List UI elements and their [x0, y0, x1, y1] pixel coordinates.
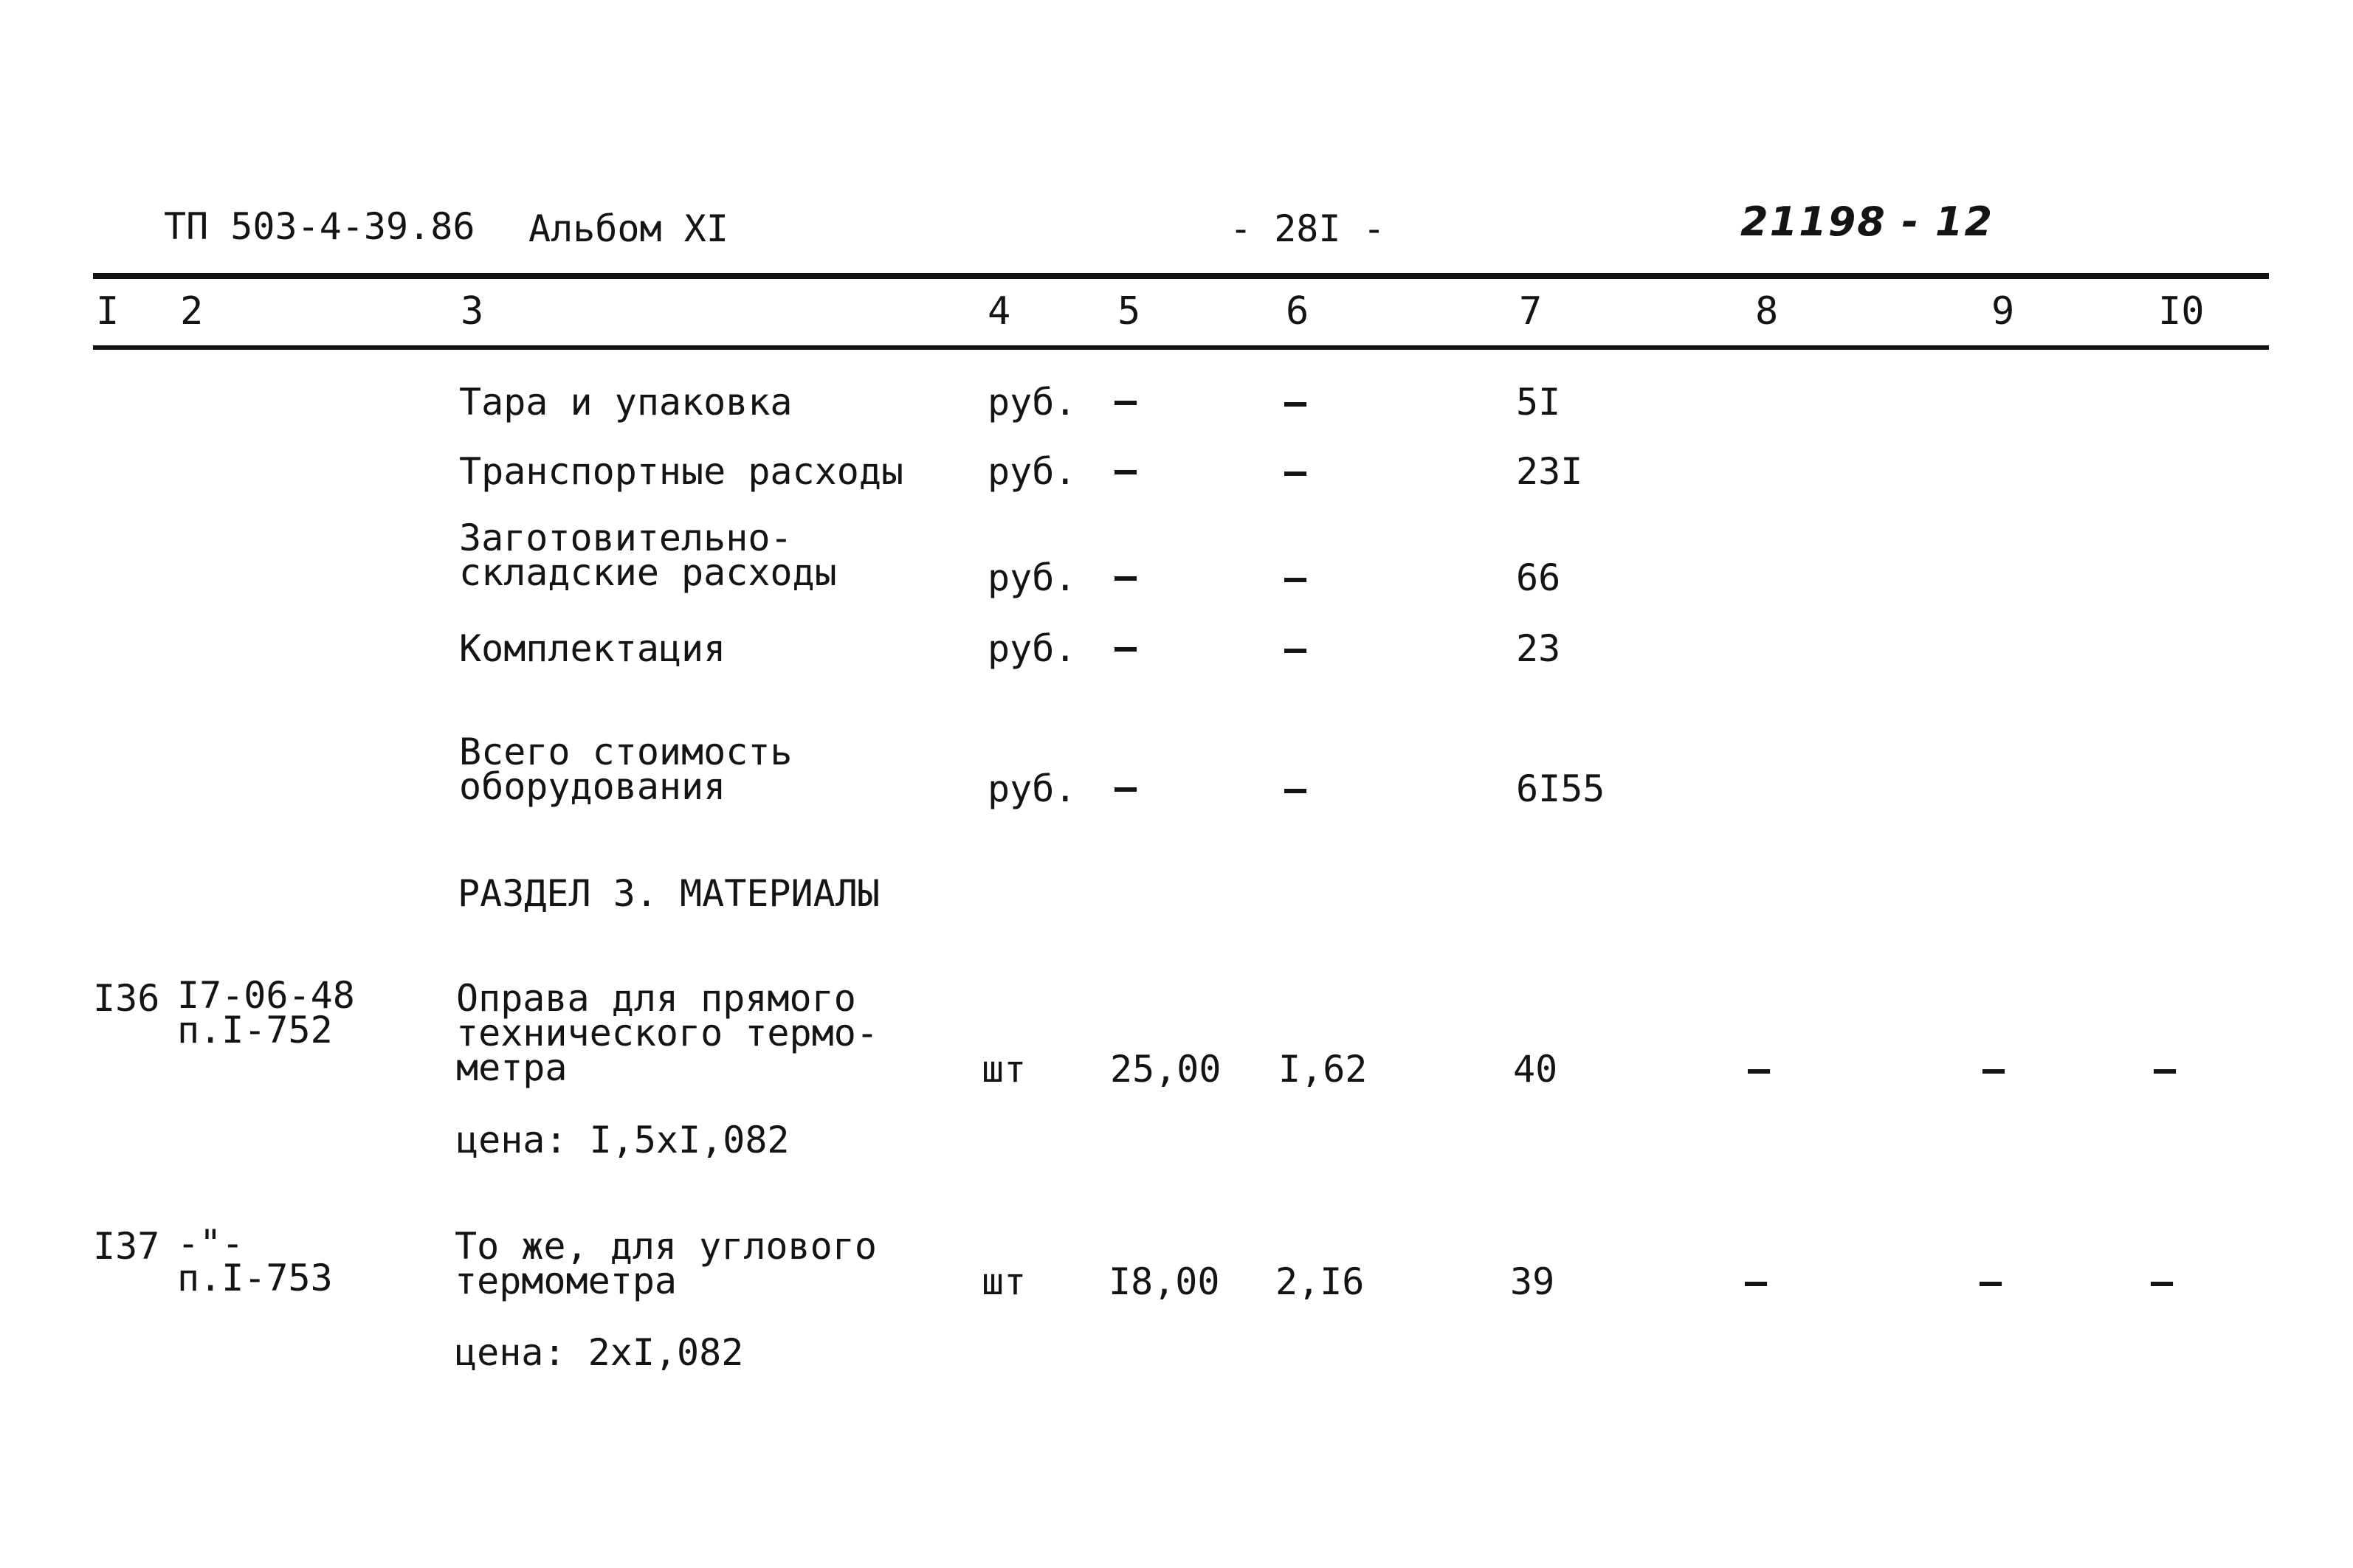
quantity-cell: –: [1115, 626, 1137, 669]
column-header-3: 3: [461, 289, 484, 334]
total-cost-cell: 6I55: [1516, 767, 1605, 810]
unit-price-cell: –: [1284, 556, 1307, 599]
item-name: Тара и упаковка: [459, 381, 793, 424]
item-name: Оправа для прямого технического термо- метра: [456, 977, 878, 1089]
unit-cell: руб.: [988, 627, 1077, 670]
column-9-cell: –: [1982, 1048, 2005, 1091]
total-cost-cell: 5I: [1516, 381, 1561, 424]
header-top-rule: [93, 273, 2269, 279]
unit-price-cell: –: [1284, 627, 1307, 670]
column-8-cell: –: [1748, 1048, 1771, 1091]
unit-cell: руб.: [988, 556, 1077, 599]
column-8-cell: –: [1745, 1260, 1768, 1303]
reference-code: I7-06-48 п.I-752: [177, 974, 355, 1051]
total-cost-cell: 40: [1513, 1048, 1558, 1091]
column-header-5: 5: [1117, 289, 1141, 334]
unit-price-cell: –: [1284, 381, 1307, 424]
item-name: Комплектация: [459, 627, 726, 670]
item-name: То же, для углового термометра: [455, 1225, 877, 1302]
column-header-1: I: [96, 289, 120, 334]
column-9-cell: –: [1980, 1260, 2002, 1303]
column-header-6: 6: [1286, 289, 1309, 334]
quantity-cell: 25,00: [1110, 1048, 1222, 1091]
page-number: - 28I -: [1230, 207, 1385, 250]
reference-code: -"- п.I-753: [177, 1222, 333, 1299]
column-header-2: 2: [180, 289, 204, 334]
price-note: цена: 2xI,082: [455, 1331, 744, 1374]
column-header-10: I0: [2158, 289, 2205, 334]
total-cost-cell: 39: [1510, 1260, 1555, 1303]
column-header-7: 7: [1519, 289, 1543, 334]
quantity-cell: –: [1115, 379, 1137, 422]
column-10-cell: –: [2151, 1260, 2174, 1303]
section-heading: РАЗДЕЛ 3. МАТЕРИАЛЫ: [458, 872, 880, 915]
quantity-cell: I8,00: [1109, 1260, 1220, 1303]
quantity-cell: –: [1115, 555, 1137, 598]
column-header-8: 8: [1755, 289, 1779, 334]
total-cost-cell: 23I: [1516, 450, 1583, 493]
unit-cell: шт: [982, 1260, 1027, 1303]
column-10-cell: –: [2154, 1048, 2177, 1091]
unit-price-cell: 2,I6: [1275, 1260, 1365, 1303]
unit-cell: руб.: [988, 450, 1077, 493]
row-number: I37: [93, 1225, 160, 1268]
column-header-4: 4: [988, 289, 1011, 334]
unit-cell: руб.: [988, 767, 1077, 810]
header-bottom-rule: [93, 345, 2269, 350]
unit-price-cell: –: [1284, 450, 1307, 493]
row-number: I36: [93, 977, 160, 1020]
album-label: Альбом XI: [528, 207, 728, 250]
total-cost-cell: 66: [1516, 556, 1561, 599]
item-name: Транспортные расходы: [459, 450, 904, 493]
total-label: Всего стоимость оборудования: [459, 731, 793, 808]
unit-cell: шт: [982, 1048, 1027, 1091]
unit-price-cell: –: [1284, 767, 1307, 810]
item-name: Заготовительно- складские расходы: [459, 517, 837, 594]
quantity-cell: –: [1115, 766, 1137, 809]
document-code: ТП 503-4-39.86: [164, 205, 475, 248]
price-note: цена: I,5xI,082: [456, 1119, 790, 1161]
unit-price-cell: I,62: [1278, 1048, 1368, 1091]
column-header-9: 9: [1991, 289, 2015, 334]
quantity-cell: –: [1115, 449, 1137, 491]
unit-cell: руб.: [988, 381, 1077, 424]
handwritten-registration-number: 21198 - 12: [1740, 198, 1994, 245]
total-cost-cell: 23: [1516, 627, 1561, 670]
